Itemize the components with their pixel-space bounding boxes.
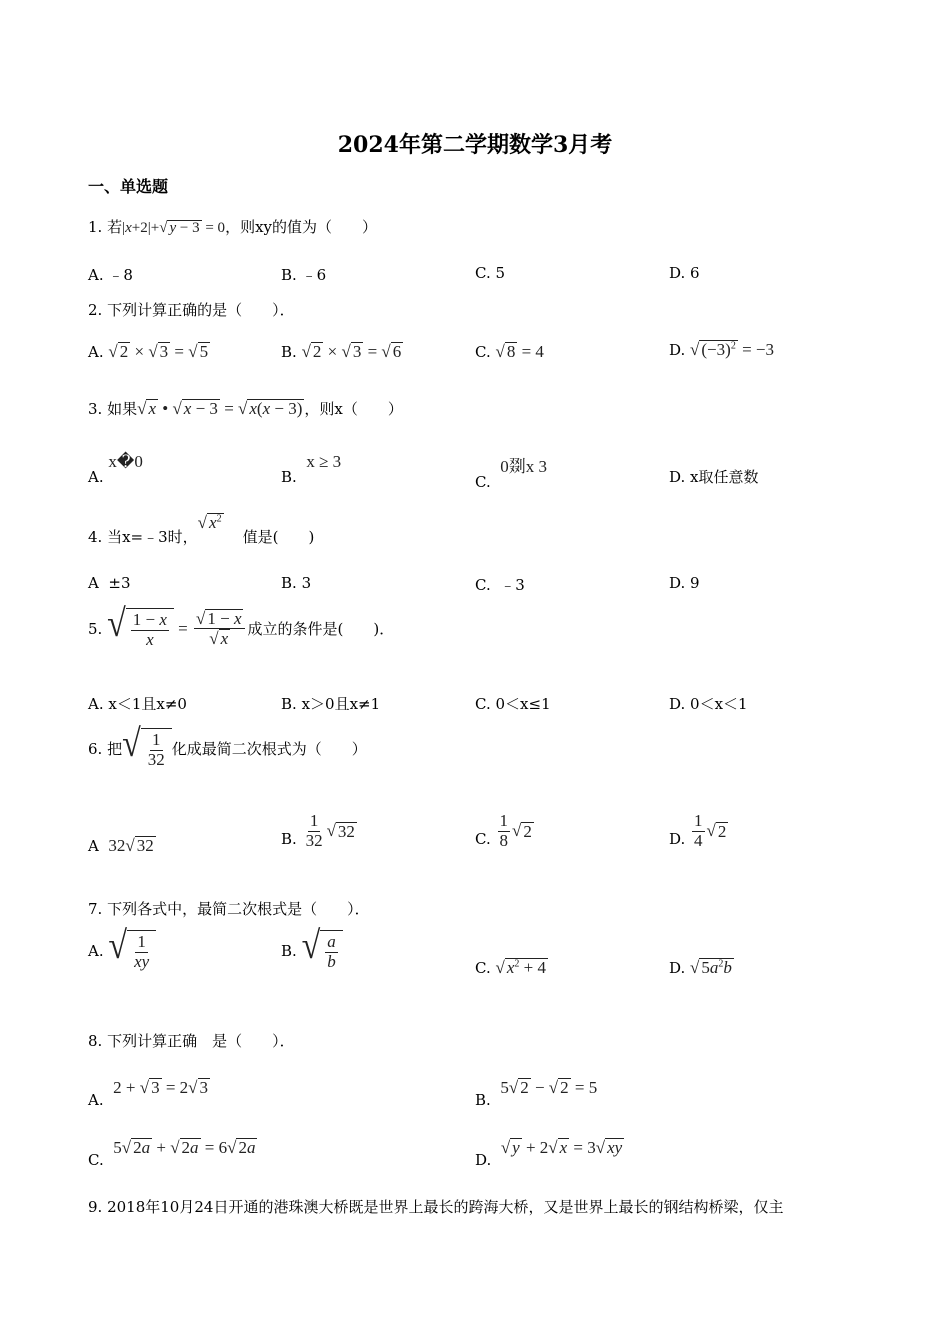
option-2a[interactable]: A. √ 2 × √ 3 = √ 5 — [88, 342, 209, 361]
question-stem: 成立的条件是( )． — [247, 620, 395, 639]
question-4: 4. 当x=﹣3时，√ $x^2$ 值是( ) — [88, 513, 315, 546]
option-5a[interactable]: A. x＜1且x≠0 — [88, 695, 187, 713]
question-5: 5. √ $\frac{1 - x}{x}$ = $\frac{√ 1 - x}{√ x}$ 成立的条件是( )． — [88, 602, 395, 649]
option-7c[interactable]: C. √ $x^2 + 4$ — [475, 958, 546, 977]
option-5d[interactable]: D. 0＜x＜1 — [669, 695, 748, 713]
option-2d[interactable]: D. √ $(-3)^2 = -3$ — [669, 340, 774, 359]
option-5b[interactable]: B. x＞0且x≠1 — [281, 695, 381, 713]
question-stem: 下列计算正确的是（ ）． — [107, 301, 295, 319]
question-stem: 当x=﹣3时， — [107, 528, 198, 546]
question-3-formula: √ x • √ x − 3 = √ x(x − 3) — [137, 399, 303, 418]
option-4b[interactable]: B. 3 — [281, 574, 312, 592]
question-number: 1. — [88, 218, 103, 236]
option-4a[interactable]: A ±3 — [88, 574, 131, 592]
question-1-formula: |x+2|+√ y − 3 = 0 — [122, 220, 226, 236]
question-2: 2. 下列计算正确的是（ ）． — [88, 301, 295, 319]
option-6b[interactable]: B. $\frac{1}{32}$ √ 32 — [281, 811, 355, 850]
option-formula: 5√ 2 − √ 2 = 5 — [500, 1078, 598, 1097]
option-formula: 32√ 32 — [108, 836, 154, 855]
option-8c[interactable]: C. 5√ 2a + √ 2a = 6√ 2a — [88, 1138, 256, 1169]
option-8b[interactable]: B. 5√ 2 − √ 2 = 5 — [475, 1078, 598, 1109]
option-formula: √ $x^2 + 4$ — [495, 958, 546, 977]
question-8: 8. 下列计算正确 是（ ）． — [88, 1032, 295, 1050]
option-8d[interactable]: D. √ y + 2√ x = 3√ xy — [475, 1138, 623, 1169]
option-1c[interactable]: C. 5 — [475, 264, 506, 282]
question-3: 3. 如果√ x • √ x − 3 = √ x(x − 3) ，则x（ ） — [88, 399, 403, 418]
option-1b[interactable]: B. ﹣6 — [281, 266, 327, 284]
question-5-formula: √ $\frac{1 - x}{x}$ = $\frac{√ 1 - x}{√ x}$ — [107, 608, 247, 649]
question-7: 7. 下列各式中，最简二次根式是（ ）． — [88, 900, 370, 918]
option-6d[interactable]: D. $\frac{1}{4}$ √ 2 — [669, 811, 727, 850]
option-3c[interactable]: C. 0剟x 3 — [475, 457, 548, 491]
option-3d[interactable]: D. x取任意数 — [669, 468, 759, 486]
option-4d[interactable]: D. 9 — [669, 574, 700, 592]
page-title: 2024年第二学期数学3月考 — [337, 132, 613, 158]
option-formula: √ 8 = 4 — [495, 342, 544, 361]
option-formula: √ $(-3)^2 = -3$ — [690, 340, 774, 359]
option-formula: √ $\frac{a}{b}$ — [302, 930, 343, 971]
option-4c[interactable]: C. ﹣3 — [475, 576, 525, 594]
question-stem: 2018年10月24日开通的港珠澳大桥既是世界上最长的跨海大桥，又是世界上最长的钢结构桥梁，仅主 — [107, 1198, 784, 1216]
option-2b[interactable]: B. √ 2 × √ 3 = √ 6 — [281, 342, 402, 361]
option-7b[interactable]: B. √ $\frac{a}{b}$ — [281, 930, 343, 971]
question-4-formula: √ $x^2$ — [197, 513, 222, 532]
option-formula: √ $5a^2b$ — [690, 958, 732, 977]
question-6: 6. 把 √ $\frac{1}{32}$ 化成最简二次根式为（ ） — [88, 722, 367, 769]
option-formula: 0剟x 3 — [500, 457, 548, 476]
question-stem: ，则x（ ） — [304, 400, 403, 418]
question-stem: 把 — [107, 740, 123, 759]
option-6c[interactable]: C. $\frac{1}{8}$ √ 2 — [475, 811, 532, 850]
option-formula: $\frac{1}{4}$ √ 2 — [694, 811, 727, 850]
question-stem: 若 — [107, 218, 123, 236]
option-formula: $\frac{1}{32}$ √ 32 — [305, 811, 355, 850]
question-6-formula: √ $\frac{1}{32}$ — [122, 728, 172, 769]
option-1d[interactable]: D. 6 — [669, 264, 700, 282]
option-formula: $\frac{1}{8}$ √ 2 — [499, 811, 532, 850]
option-formula: 5√ 2a + √ 2a = 6√ 2a — [113, 1138, 256, 1157]
question-stem: 如果 — [107, 400, 138, 418]
question-stem: 值是( ) — [242, 528, 315, 546]
option-formula: 2 + √ 3 = 2√ 3 — [113, 1078, 208, 1097]
question-stem: 下列计算正确 是（ ）． — [107, 1032, 295, 1050]
option-3a[interactable]: A. x�0 — [88, 452, 143, 486]
option-formula: x�0 — [108, 452, 143, 471]
option-2c[interactable]: C. √ 8 = 4 — [475, 342, 544, 361]
option-6a[interactable]: A 32√ 32 — [88, 836, 154, 855]
question-stem: 化成最简二次根式为（ ） — [171, 740, 367, 759]
option-formula: √ 2 × √ 3 = √ 6 — [301, 342, 402, 361]
option-7a[interactable]: A. √ $\frac{1}{xy}$ — [88, 930, 156, 971]
option-formula: √ $\frac{1}{xy}$ — [108, 930, 156, 971]
option-3b[interactable]: B. x ≥ 3 — [281, 452, 342, 486]
option-formula: √ 2 × √ 3 = √ 5 — [108, 342, 209, 361]
question-1 — [88, 216, 377, 237]
option-1a[interactable]: A. ﹣8 — [88, 266, 133, 284]
option-formula: √ y + 2√ x = 3√ xy — [500, 1138, 623, 1157]
option-formula: x ≥ 3 — [306, 452, 342, 471]
option-8a[interactable]: A. 2 + √ 3 = 2√ 3 — [88, 1078, 208, 1109]
question-9: 9. 2018年10月24日开通的港珠澳大桥既是世界上最长的跨海大桥，又是世界上最长的钢结构桥梁，仅主 — [88, 1198, 784, 1216]
option-7d[interactable]: D. √ $5a^2b$ — [669, 958, 732, 977]
question-stem: ，则xy的值为（ ） — [225, 218, 377, 236]
section-heading: 一、单选题 — [88, 177, 169, 196]
option-5c[interactable]: C. 0＜x≤1 — [475, 695, 551, 713]
question-stem: 下列各式中，最简二次根式是（ ）． — [107, 900, 370, 918]
